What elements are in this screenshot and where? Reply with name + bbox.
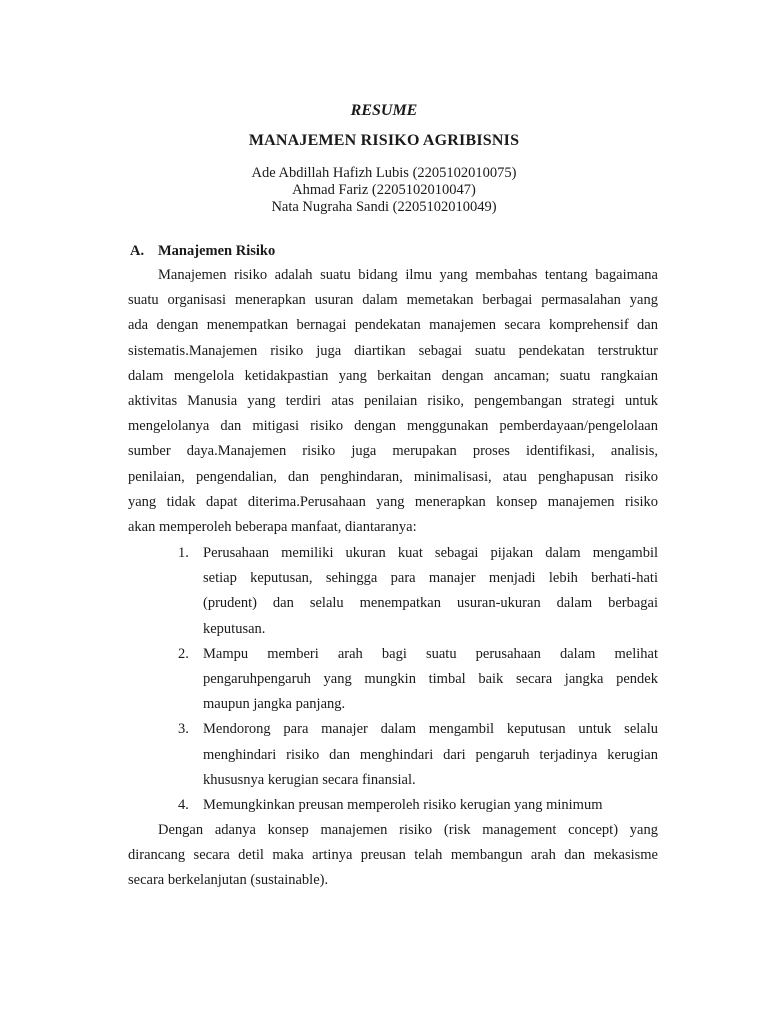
paragraph-line: secara berkelanjutan (sustainable). [128,872,329,889]
paragraph-line: dirancang secara detil maka artinya preusan telah membangun arah dan mekasisme [128,847,658,864]
paragraph-line: ada dengan menempatkan bernagai pendekatan manajemen secara komprehensif dan [128,317,658,334]
paragraph-line: sumber daya.Manajemen risiko juga merupakan proses identifikasi, analisis, [128,443,658,460]
list-line: Mendorong para manajer dalam mengambil keputusan untuk selalu [203,721,658,738]
benefits-list [178,541,658,818]
list-number: 2. [178,645,189,662]
list-number: 1. [178,545,189,561]
list-line: (prudent) dan selalu menempatkan usuran-ukuran dalam berbagai [203,595,658,612]
paragraph-line: sistematis.Manajemen risiko juga diartikan sebagai suatu pendekatan terstruktur [128,342,658,359]
document-title: RESUME [350,102,418,119]
paragraph-closing [128,818,658,894]
section-letter: A. [130,243,145,259]
section-heading [130,243,275,260]
paragraph-line: mengelolanya dan mitigasi risiko dengan menggunakan pemberdayaan/pengelolaan [128,418,658,435]
author-line: Ahmad Fariz (2205102010047) [292,182,476,198]
paragraph-line: Manajemen risiko adalah suatu bidang ilmu yang membahas tentang bagaimana [158,267,658,283]
author-line: Nata Nugraha Sandi (2205102010049) [271,199,497,215]
list-line: Mampu memberi arah bagi suatu perusahaan dalam melihat [203,645,658,662]
paragraph-line: akan memperoleh beberapa manfaat, diantaranya: [128,519,417,536]
paragraph-line: penilaian, pengendalian, dan penghindaran, minimalisasi, atau penghapusan risiko [128,468,658,485]
paragraph-line: suatu organisasi menerapkan usuran dalam memetakan berbagai permasalahan yang [128,292,658,309]
paragraph-line: Dengan adanya konsep manajemen risiko (risk management concept) yang [158,822,658,838]
list-item [178,541,658,642]
list-item [178,642,658,718]
paragraph-line: yang tidak dapat diterima.Perusahaan yang menerapkan konsep manajemen risiko [128,493,658,510]
list-line: setiap keputusan, sehingga para manajer menjadi lebih berhati-hati [203,570,658,587]
paragraph-line: aktivitas Manusia yang terdiri atas penilaian risiko, pengembangan strategi untuk [128,393,658,410]
document-subtitle: MANAJEMEN RISIKO AGRIBISNIS [248,132,520,149]
paragraph-intro [128,263,658,540]
list-number: 4. [178,797,189,814]
paragraph-line: dalam mengelola ketidakpastian yang berkaitan dengan ancaman; suatu rangkaian [128,367,658,384]
list-line: Perusahaan memiliki ukuran kuat sebagai pijakan dalam mengambil [203,545,658,561]
list-line: maupun jangka panjang. [203,696,346,713]
author-line: Ade Abdillah Hafizh Lubis (2205102010075) [251,165,517,181]
list-number: 3. [178,721,189,738]
list-line: Memungkinkan preusan memperoleh risiko kerugian yang minimum [203,797,603,814]
list-line: pengaruhpengaruh yang mungkin timbal baik secara jangka pendek [203,671,658,688]
list-item [178,793,658,818]
list-item [178,717,658,793]
list-line: khususnya kerugian secara finansial. [203,771,416,788]
list-line: menghindari risiko dan menghindari dari pengaruh terjadinya kerugian [203,746,658,763]
list-line: keputusan. [203,620,266,637]
section-title: Manajemen Risiko [158,243,276,259]
